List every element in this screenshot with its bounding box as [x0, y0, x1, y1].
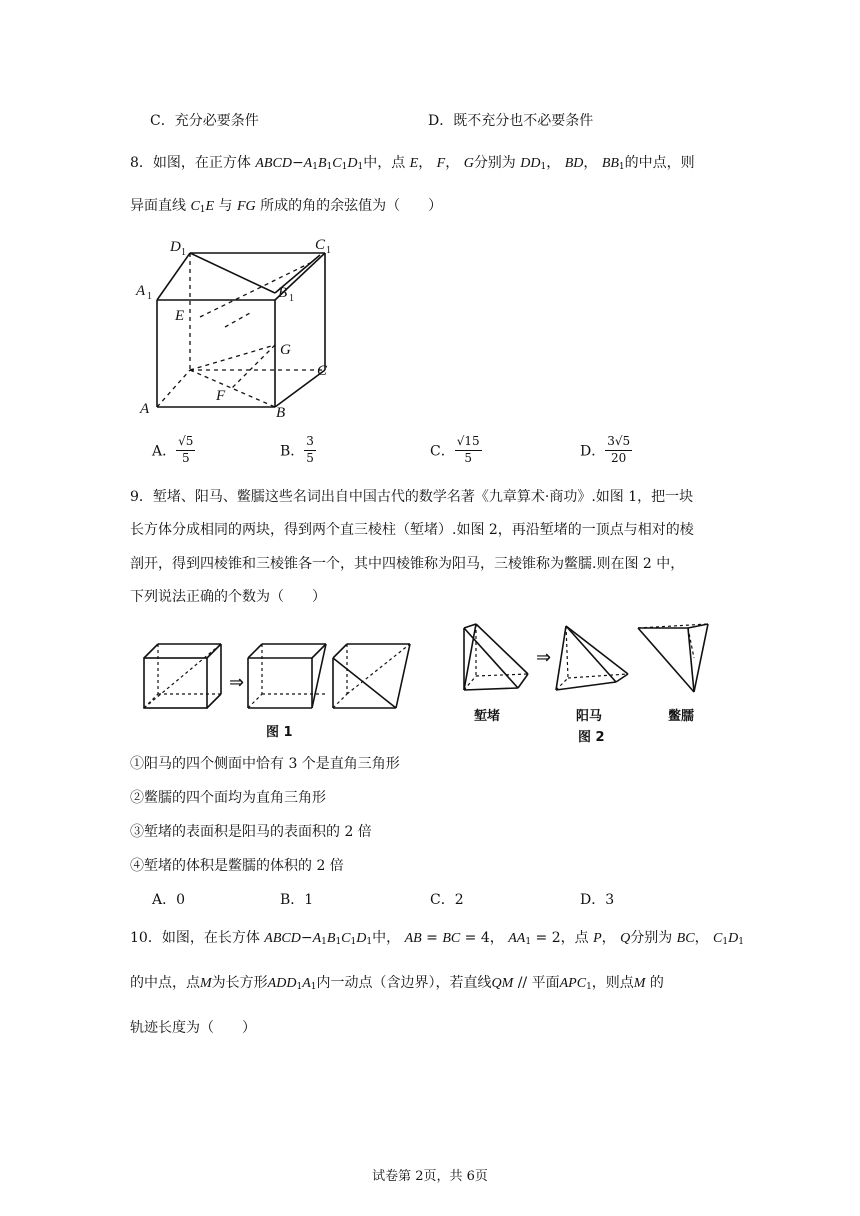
svg-text:C: C: [315, 237, 326, 253]
svg-text:B: B: [276, 405, 286, 420]
q8-stem-line1: 8．如图，在正方体 $ABCD-A_1B_1C_1D_1$中，点 E， F， G分别为 $DD_1$， BD， $BB_1$的中点，则: [130, 155, 695, 172]
q9-figure-2: [448, 618, 730, 748]
svg-text:图 1: 图 1: [266, 725, 293, 740]
svg-text:⇒: ⇒: [536, 647, 552, 668]
q8-option-a: A． $\frac{√5}{5}$: [152, 434, 194, 465]
q9-statement-2: ②鳖臑的四个面均为直角三角形: [130, 790, 326, 806]
svg-text:F: F: [216, 388, 226, 404]
q10-stem-line1: 10．如图，在长方体 $ABCD-A_1B_1C_1D_1$中， AB = BC = 4， $AA_1 = 2$，点 P， Q分别为 BC， $C_1D_1$: [130, 930, 744, 947]
q8-stem-line2: 异面直线 $C_1E$ 与 FG 所成的角的余弦值为（ ）: [130, 198, 443, 215]
q7-option-d: D．既不充分也不必要条件: [428, 113, 594, 129]
q9-statement-4: ④堑堵的体积是鳖臑的体积的 2 倍: [130, 858, 344, 874]
svg-text:1: 1: [147, 291, 152, 302]
q9-stem-line4: 下列说法正确的个数为（ ）: [130, 589, 326, 605]
svg-text:B: B: [278, 285, 288, 301]
svg-text:1: 1: [289, 293, 294, 304]
q8-option-d: D． $\frac{3√5}{20}$: [580, 434, 631, 465]
q9-stem-line2: 长方体分成相同的两块，得到两个直三棱柱（堑堵）.如图 2，再沿堑堵的一顶点与相对的棱: [130, 522, 694, 538]
q10-stem-line2: 的中点，点M为长方形$ADD_1A_1$内一动点（含边界），若直线QM // 平面$APC_1$，则点M 的: [130, 975, 664, 992]
svg-text:图 2: 图 2: [578, 730, 605, 745]
q9-figure-1: [138, 630, 420, 745]
svg-text:1: 1: [181, 247, 186, 258]
q9-option-a: A．0: [152, 892, 186, 908]
q9-option-c: C．2: [430, 892, 464, 908]
svg-text:D: D: [170, 239, 181, 255]
svg-text:1: 1: [326, 245, 331, 256]
svg-text:⇒: ⇒: [229, 672, 245, 693]
q7-option-c: C．充分必要条件: [150, 113, 259, 129]
q10-stem-line3: 轨迹长度为（ ）: [130, 1020, 256, 1036]
q9-stem-line3: 剖开，得到四棱锥和三棱锥各一个，其中四棱锥称为阳马，三棱锥称为鳖臑.则在图 2 中，: [130, 556, 685, 572]
q8-option-b: B． $\frac{3}{5}$: [280, 434, 314, 465]
q9-statement-1: ①阳马的四个侧面中恰有 3 个是直角三角形: [130, 756, 400, 772]
svg-text:G: G: [280, 342, 291, 358]
svg-text:C: C: [317, 363, 328, 379]
q8-cube-figure: [130, 235, 350, 420]
svg-text:E: E: [175, 308, 185, 324]
q9-stem-line1: 9．堑堵、阳马、鳖臑这些名词出自中国古代的数学名著《九章算术·商功》.如图 1，把一块: [130, 489, 694, 505]
q8-option-c: C． $\frac{√15}{5}$: [430, 434, 480, 465]
svg-text:A: A: [140, 401, 150, 417]
q9-option-b: B．1: [280, 892, 314, 908]
svg-text:A: A: [136, 283, 146, 299]
page-footer: 试卷第 2页，共 6页: [372, 1169, 488, 1184]
q9-statement-3: ③堑堵的表面积是阳马的表面积的 2 倍: [130, 824, 372, 840]
svg-text:阳马: 阳马: [576, 709, 603, 724]
svg-text:堑堵: 堑堵: [474, 709, 501, 724]
svg-text:鳖臑: 鳖臑: [668, 709, 695, 724]
q9-option-d: D．3: [580, 892, 615, 908]
